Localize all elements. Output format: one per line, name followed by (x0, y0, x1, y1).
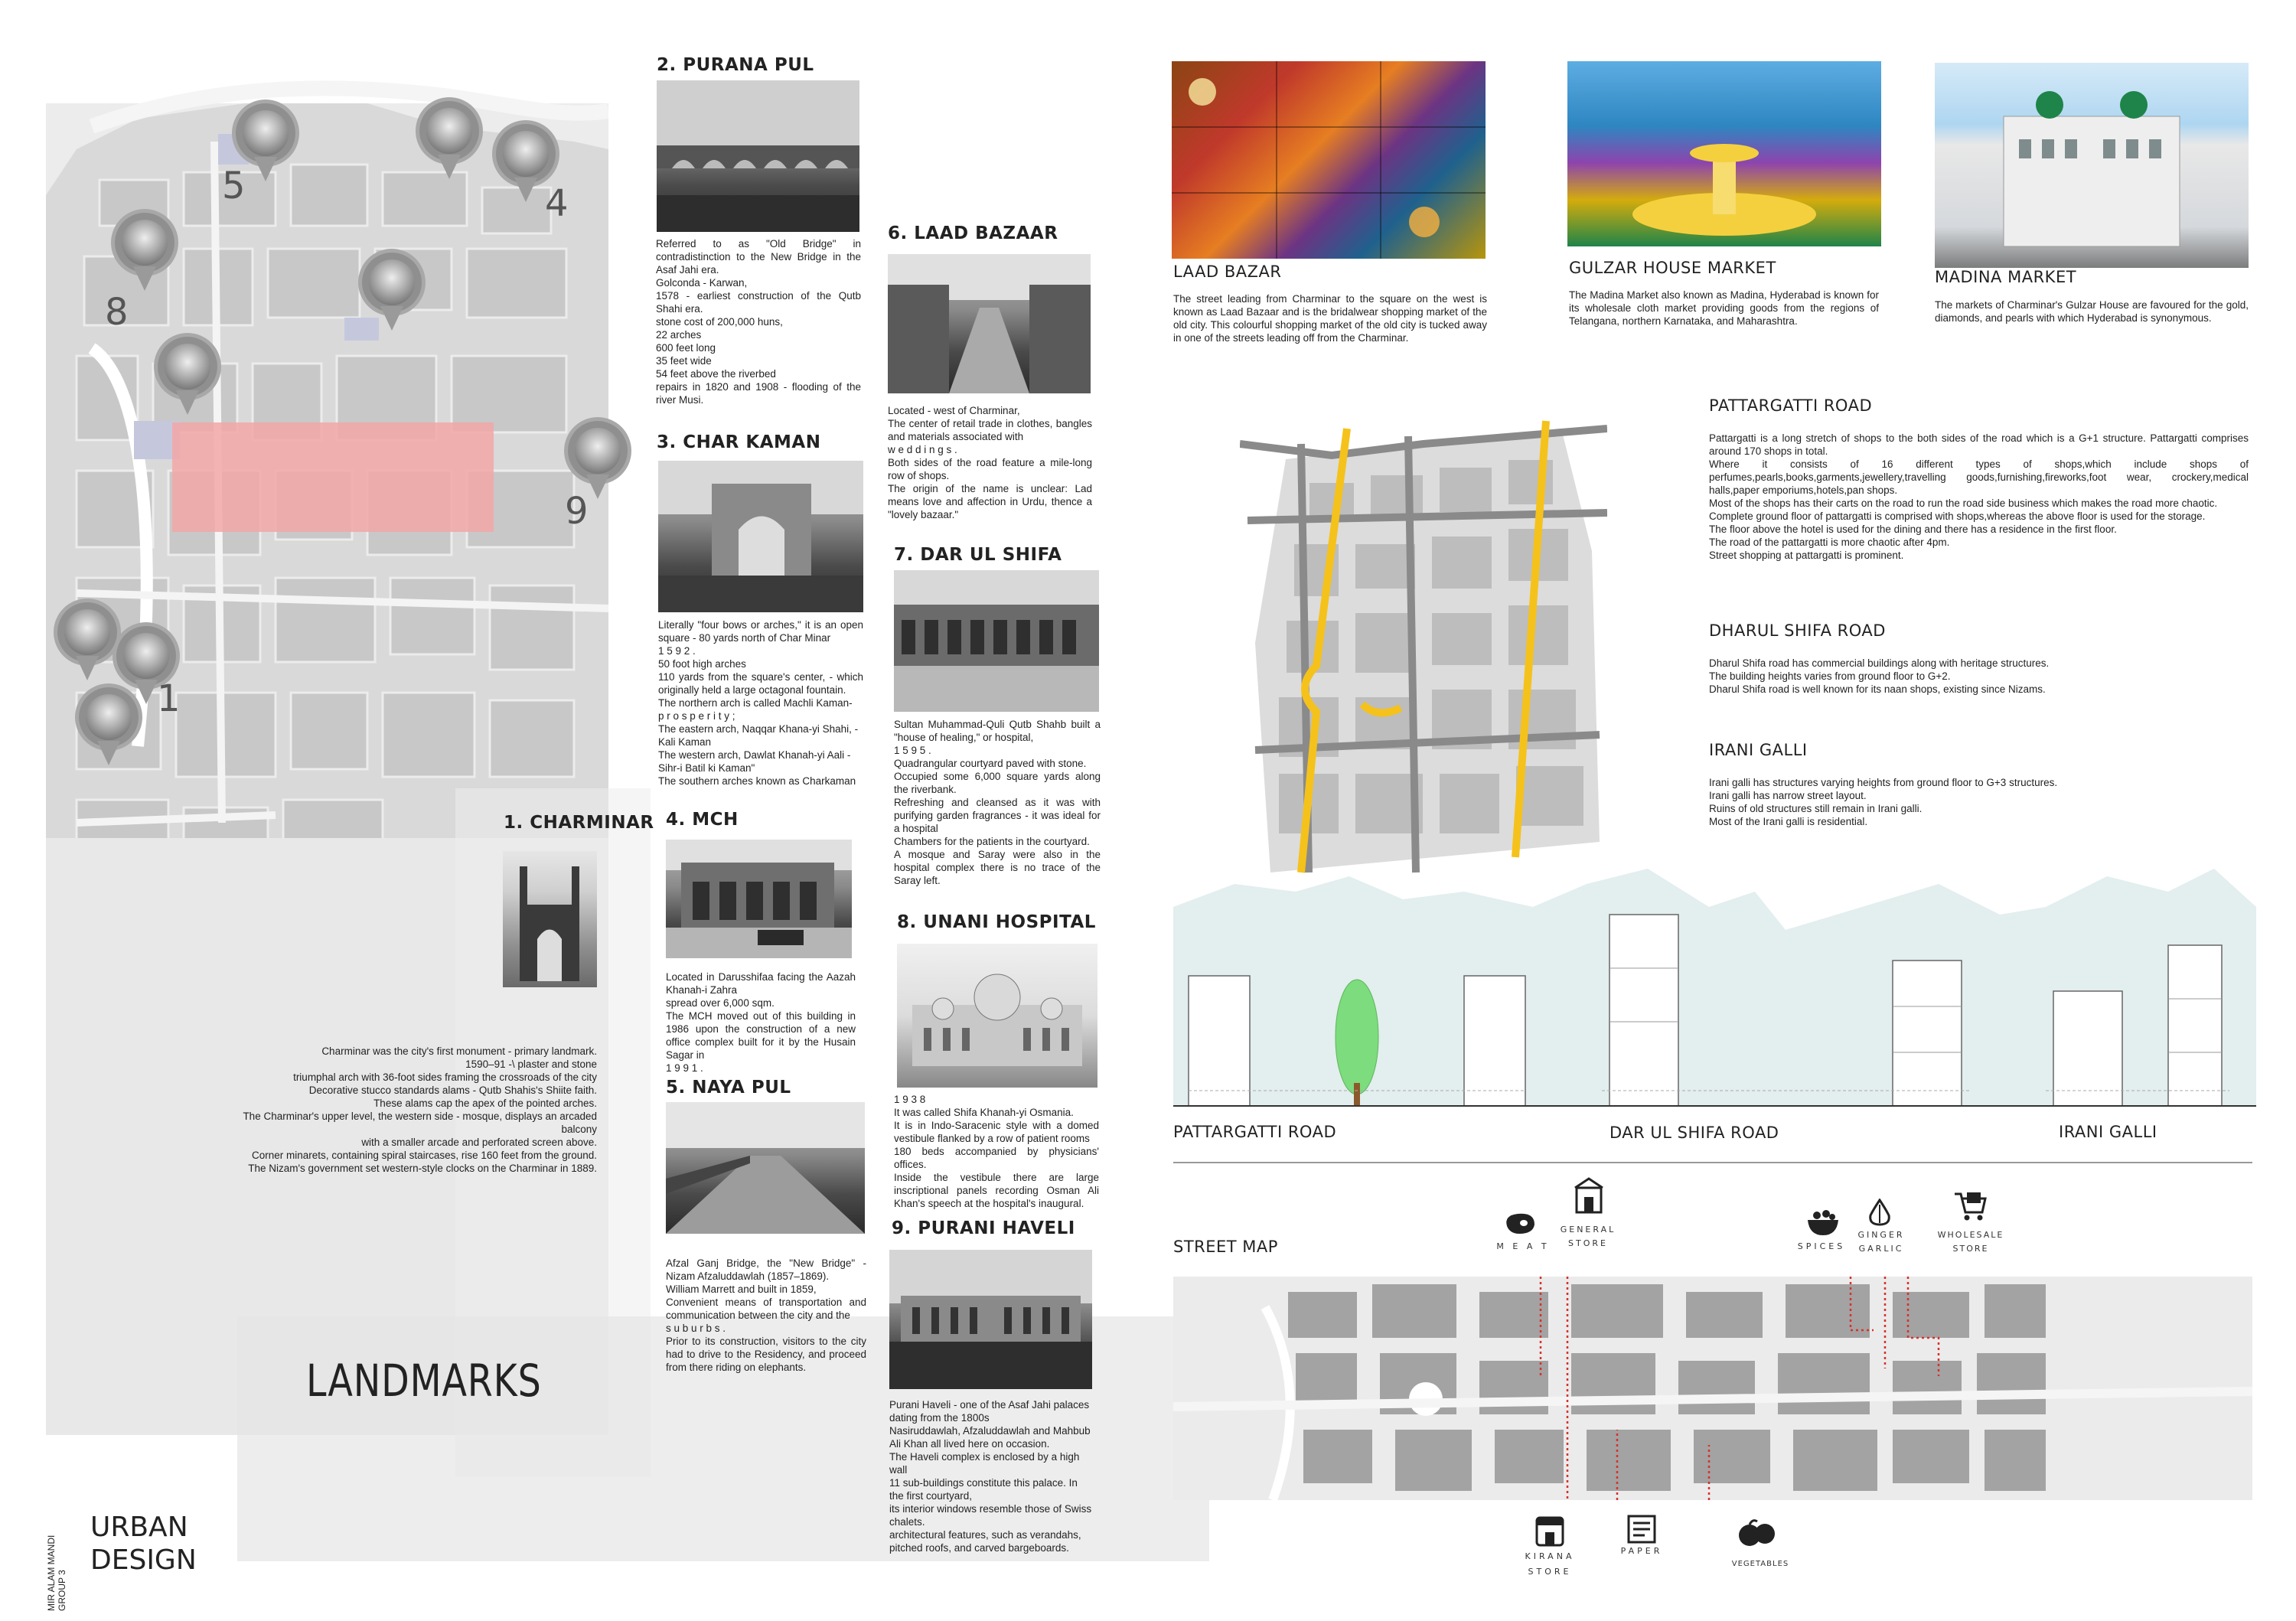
map-pin-icon[interactable] (57, 602, 117, 687)
purana-pul-description: Referred to as "Old Bridge" in contradistinction to the New Bridge in the Asaf Jahi era. Golconda - Karwan, 1578 - earliest construction of the Qutb Shahi era. stone cost of 200,000 huns, 22 arches 600 feet long 35 feet wide 54 feet above the riverbed repairs in 1820 and 1908 - flooding of the river Musi. (656, 238, 861, 406)
irani-galli-heading: IRANI GALLI (1709, 741, 1808, 759)
street-map-heading: STREET MAP (1173, 1238, 1278, 1256)
char-kaman-heading: 3. CHAR KAMAN (657, 432, 821, 452)
pattargatti-heading: PATTARGATTI ROAD (1709, 396, 1873, 415)
course-title-1: URBAN (90, 1512, 188, 1543)
section-label-irani-galli: IRANI GALLI (2059, 1123, 2157, 1141)
naya-pul-description: Afzal Ganj Bridge, the "New Bridge" - Nizam Afzaluddawlah (1857–1869). William Marrett and built in 1859, Convenient means of transportation and communication between the city and the s u b u r b s . Prior to its construction, visitors to the city had to drive to the Residency, and proceed from there riding on elephants. (666, 1257, 866, 1373)
map-pin-icon[interactable] (115, 213, 174, 297)
gulzar-house-heading: GULZAR HOUSE MARKET (1569, 259, 1776, 277)
mch-photo (666, 840, 852, 958)
street-map-figure (1173, 1277, 2252, 1500)
pattargatti-description: Pattargatti is a long stretch of shops to the both sides of the road which is a G+1 structure. Pattargatti comprises around 170 shops in total. Where it consists of 16 different types of shops,which include shops of perfumes,pearls,books,garments,jewellery,travelling goods,furnishing,fireworks,foot wear, crockery,medical halls,paper emporiums,hotels,pan shops. Most of the shops has their carts on the road to run the road side business which makes the road more chaotic. Complete ground floor of pattargatti is comprised with shops,whereas the above floor is used for the storage. The floor above the hotel is used for the dining and there has a residence in the first floor. The road of the pattargatti is more chaotic after 4pm. Street shopping at pattargatti is prominent. (1709, 432, 2249, 561)
dar-ul-shifa-description: Sultan Muhammad-Quli Qutb Shahb built a "house of healing," or hospital, 1 5 9 5 . Quadrangular courtyard paved with stone. Occupied some 6,000 square yards along the riverbank. Refreshing and cleansed as it was with purifying garden fragrances - it was ideal for a hospital Chambers for the patients in the courtyard. A mosque and Saray were also in the hospital complex there is no trace of the Saray left. (894, 719, 1101, 886)
kirana-icon (1534, 1515, 1565, 1548)
laad-bazar-description: The street leading from Charminar to the square on the west is known as Laad Bazaar and is the bridalwear shopping market of the old city. This colourful shopping market of the old city is tucked away in one of the streets leading off from the Charminar. (1173, 293, 1487, 344)
madina-market-photo (1935, 63, 2249, 268)
icon-label-general: GENERAL STORE (1560, 1225, 1616, 1248)
purana-pul-heading: 2. PURANA PUL (657, 55, 814, 75)
steak-icon (1504, 1211, 1538, 1237)
madina-heading: MADINA MARKET (1935, 268, 2077, 286)
bowl-icon (1806, 1209, 1840, 1237)
icon-label-ginger: GINGER GARLIC (1857, 1230, 1905, 1254)
section-label-dar-ul-shifa: DAR UL SHIFA ROAD (1609, 1124, 1779, 1142)
map-marker-number: 5 (222, 165, 246, 207)
laad-bazaar-heading: 6. LAAD BAZAAR (888, 223, 1058, 243)
map-pin-icon[interactable] (79, 687, 139, 771)
purani-haveli-heading: 9. PURANI HAVELI (892, 1218, 1075, 1238)
unani-hospital-heading: 8. UNANI HOSPITAL (897, 912, 1096, 932)
vegetables-icon (1736, 1517, 1779, 1548)
study-area-highlight (172, 422, 494, 532)
section-label-pattargatti: PATTARGATTI ROAD (1173, 1123, 1337, 1141)
purani-haveli-photo (889, 1250, 1092, 1389)
group-label: MIR ALAM MANDI GROUP 3 (46, 1535, 67, 1611)
map-marker-number: 1 (157, 677, 181, 720)
icon-label-paper: PAPER (1620, 1546, 1663, 1556)
charminar-description: Charminar was the city's first monument - primary landmark. 1590–91 -\ plaster and stone triumphal arch with 36-foot sides framing the crossroads of the city Decorative stucco standards alams - Qutb Shahis's Shiite faith. These alams cap the apex of the pointed arches. The Charminar's upper level, the western side - mosque, displays an arcaded balcony with a smaller arcade and perforated screen above. Corner minarets, containing spiral staircases, rise 160 feet from the ground. The Nizam's government set western-style clocks on the Charminar in 1889. (243, 1045, 597, 1174)
section-divider (1173, 1162, 2252, 1163)
unani-hospital-photo (897, 944, 1097, 1088)
garlic-icon (1866, 1199, 1893, 1226)
map-pin-icon[interactable] (419, 101, 479, 185)
icon-label-spices: SPICES (1797, 1241, 1846, 1251)
icon-label-meat: M E A T (1496, 1241, 1550, 1251)
dar-ul-shifa-photo (894, 570, 1099, 712)
naya-pul-heading: 5. NAYA PUL (666, 1078, 791, 1098)
road-network-map (1240, 413, 1607, 880)
dharul-shifa-description: Dharul Shifa road has commercial buildings along with heritage structures. The building heights varies from ground floor to G+2. Dharul Shifa road is well known for its naan shops, existing since Nizams. (1709, 657, 2050, 695)
irani-galli-description: Irani galli has structures varying heights from ground floor to G+3 structures. Irani galli has narrow street layout. Ruins of old structures still remain in Irani galli. Most of the Irani galli is residential. (1709, 777, 2058, 827)
mch-heading: 4. MCH (666, 810, 739, 830)
laad-bazaar-description: Located - west of Charminar, The center of retail trade in clothes, bangles and materials associated with w e d d i n g s . Both sides of the road feature a mile-long row of shops. The origin of the name is unclear: Lad means love and affection in Urdu, thence a "lovely bazaar." (888, 405, 1092, 520)
map-pin-icon[interactable] (362, 253, 422, 337)
map-marker-number: 9 (565, 490, 589, 533)
cart-icon (1953, 1191, 1987, 1221)
mch-description: Located in Darusshifaa facing the Aazah Khanah-i Zahra spread over 6,000 sqm. The MCH moved out of this building in 1986 upon the construction of a new office complex built for it by the Husain Sagar in 1 9 9 1 . (666, 971, 856, 1074)
unani-hospital-description: 1 9 3 8 It was called Shifa Khanah-yi Osmania. It is in Indo-Saracenic style with a domed vestibule flanked by a row of patient rooms 180 beds accompanied by physicians' offices. Inside the vestibule there are large inscriptional panels recording Osman Ali Khan's speech at the hospital's inaugural. (894, 1094, 1099, 1209)
store-icon (1574, 1177, 1604, 1214)
map-pin-icon[interactable] (158, 337, 217, 421)
dar-ul-shifa-heading: 7. DAR UL SHIFA (894, 545, 1062, 565)
dharul-shifa-heading: DHARUL SHIFA ROAD (1709, 621, 1886, 640)
purana-pul-photo (657, 80, 859, 232)
charminar-heading: 1. CHARMINAR (504, 813, 654, 833)
icon-label-vegetables: VEGETABLES (1731, 1560, 1789, 1568)
map-marker-number: 8 (105, 291, 129, 334)
laad-bazaar-photo (888, 254, 1091, 393)
gulzar-house-photo (1567, 61, 1881, 246)
charminar-photo (503, 851, 597, 987)
purani-haveli-description: Purani Haveli - one of the Asaf Jahi palaces dating from the 1800s Nasiruddawlah, Afzaluddawlah and Mahbub Ali Khan all lived here on occasion. The Haveli complex is enclosed by a high wall 11 sub-buildings constitute this palace. In the first courtyard, its interior windows resemble those of Swiss chalets. architectural features, such as verandahs, pitched roofs, and carved bargeboards. (889, 1399, 1092, 1554)
course-title-2: DESIGN (90, 1544, 197, 1576)
laad-bazar-heading: LAAD BAZAR (1173, 263, 1282, 281)
char-kaman-photo (658, 461, 863, 612)
laad-bazar-collage (1172, 61, 1486, 259)
page-title: LANDMARKS (306, 1355, 542, 1407)
icon-label-kirana: KIRANA STORE (1525, 1551, 1575, 1577)
madina-description: The markets of Charminar's Gulzar House are favoured for the gold, diamonds, and pearls with which Hyderabad is synonymous. (1935, 299, 2249, 324)
paper-icon (1626, 1514, 1657, 1544)
map-marker-number: 4 (545, 182, 569, 225)
icon-label-wholesale: WHOLESALE STORE (1937, 1230, 2004, 1254)
gulzar-house-description: The Madina Market also known as Madina, Hyderabad is known for its wholesale cloth market providing goods from the regions of Telangana, northern Karnataka, and Maharashtra. (1569, 289, 1879, 327)
naya-pul-photo (666, 1102, 865, 1234)
street-sections-drawing (1173, 861, 2256, 1114)
char-kaman-description: Literally "four bows or arches," it is an open square - 80 yards north of Char Minar 1 5 9 2 . 50 foot high arches 110 yards from the square's center, - which originally held a large octagonal fountain. The northern arch is called Machli Kaman- p r o s p e r i t y ; The eastern arch, Naqqar Khana-yi Shahi, - Kali Kaman The western arch, Dawlat Khanah-yi Aali - Sihr-i Batil ki Kaman" The southern arches known as Charkaman (658, 619, 863, 787)
